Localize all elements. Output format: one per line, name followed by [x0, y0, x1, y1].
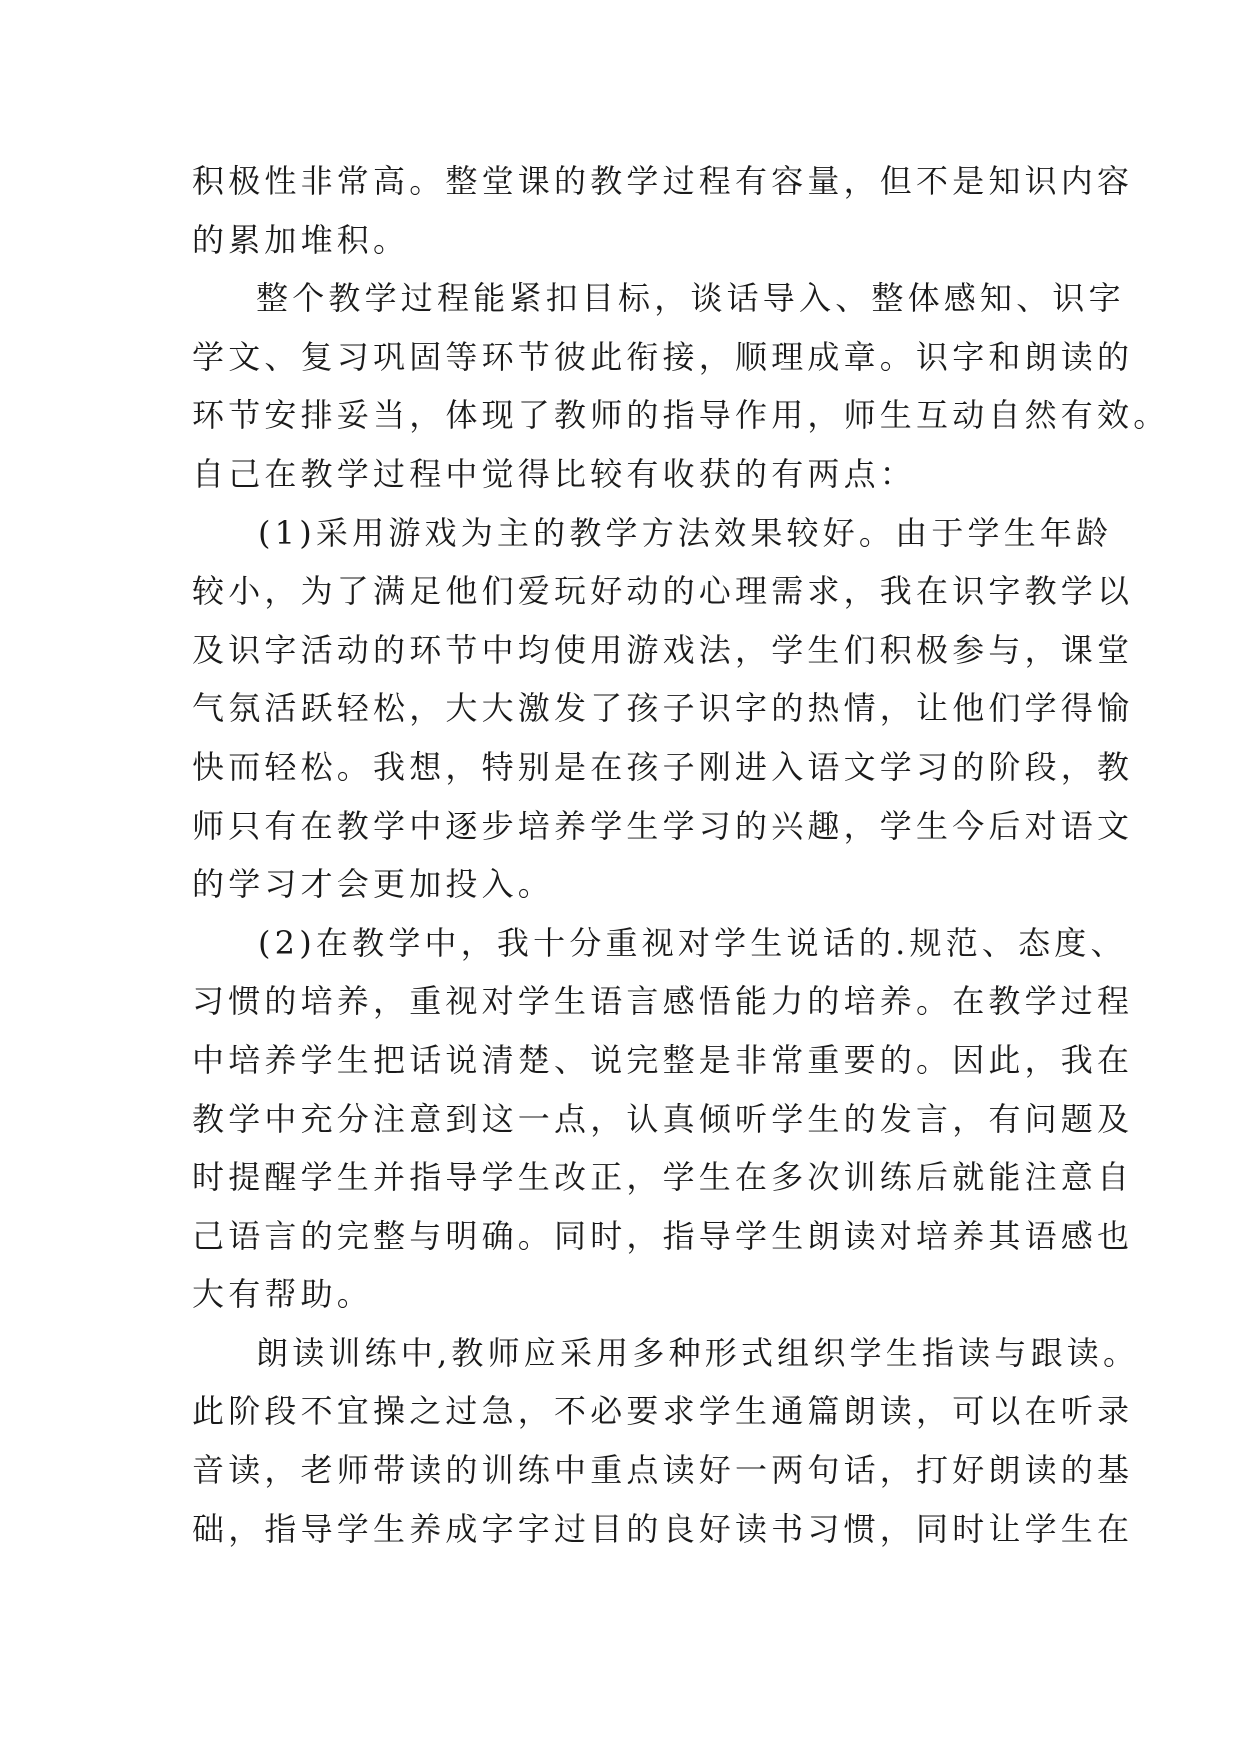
text-line: 较小，为了满足他们爱玩好动的心理需求，我在识字教学以: [192, 572, 1134, 611]
text-line: 己语言的完整与明确。同时，指导学生朗读对培养其语感也: [192, 1216, 1134, 1255]
text-line: 时提醒学生并指导学生改正，学生在多次训练后就能注意自: [192, 1158, 1134, 1197]
text-line: 学文、复习巩固等环节彼此衔接，顺理成章。识字和朗读的: [192, 337, 1134, 376]
body-text: [192, 152, 1192, 1558]
text-line: 气氛活跃轻松，大大激发了孩子识字的热情，让他们学得愉: [192, 689, 1134, 728]
text-line: 教学中充分注意到这一点，认真倾听学生的发言，有问题及: [192, 1099, 1134, 1138]
text-line: 环节安排妥当，体现了教师的指导作用，师生互动自然有效。: [192, 396, 1170, 435]
text-line: 自己在教学过程中觉得比较有收获的有两点：: [192, 454, 917, 493]
text-line: 积极性非常高。整堂课的教学过程有容量，但不是知识内容: [192, 162, 1134, 200]
text-line: 及识字活动的环节中均使用游戏法，学生们积极参与，课堂: [192, 630, 1134, 669]
list-item-2-start-line: (2)在教学中，我十分重视对学生说话的.规范、态度、: [258, 923, 1127, 962]
paragraph-start-line: 朗读训练中,教师应采用多种形式组织学生指读与跟读。: [256, 1333, 1140, 1372]
text-line: 此阶段不宜操之过急，不必要求学生通篇朗读，可以在听录: [192, 1392, 1134, 1431]
text-line: 础，指导学生养成字字过目的良好读书习惯，同时让学生在: [192, 1509, 1134, 1548]
text-line: 快而轻松。我想，特别是在孩子刚进入语文学习的阶段，教: [192, 747, 1134, 786]
list-item-1-start-line: (1)采用游戏为主的教学方法效果较好。由于学生年龄: [258, 513, 1113, 552]
text-line: 中培养学生把话说清楚、说完整是非常重要的。因此，我在: [192, 1040, 1134, 1079]
text-line: 习惯的培养，重视对学生语言感悟能力的培养。在教学过程: [192, 982, 1134, 1021]
text-line: 音读，老师带读的训练中重点读好一两句话，打好朗读的基: [192, 1451, 1134, 1490]
text-line: 的学习才会更加投入。: [192, 865, 555, 904]
paragraph-start-line: 整个教学过程能紧扣目标，谈话导入、整体感知、识字: [256, 279, 1125, 318]
text-line: 的累加堆积。: [192, 220, 410, 259]
text-line: 师只有在教学中逐步培养学生学习的兴趣，学生今后对语文: [192, 806, 1134, 845]
text-line: 大有帮助。: [192, 1275, 374, 1314]
